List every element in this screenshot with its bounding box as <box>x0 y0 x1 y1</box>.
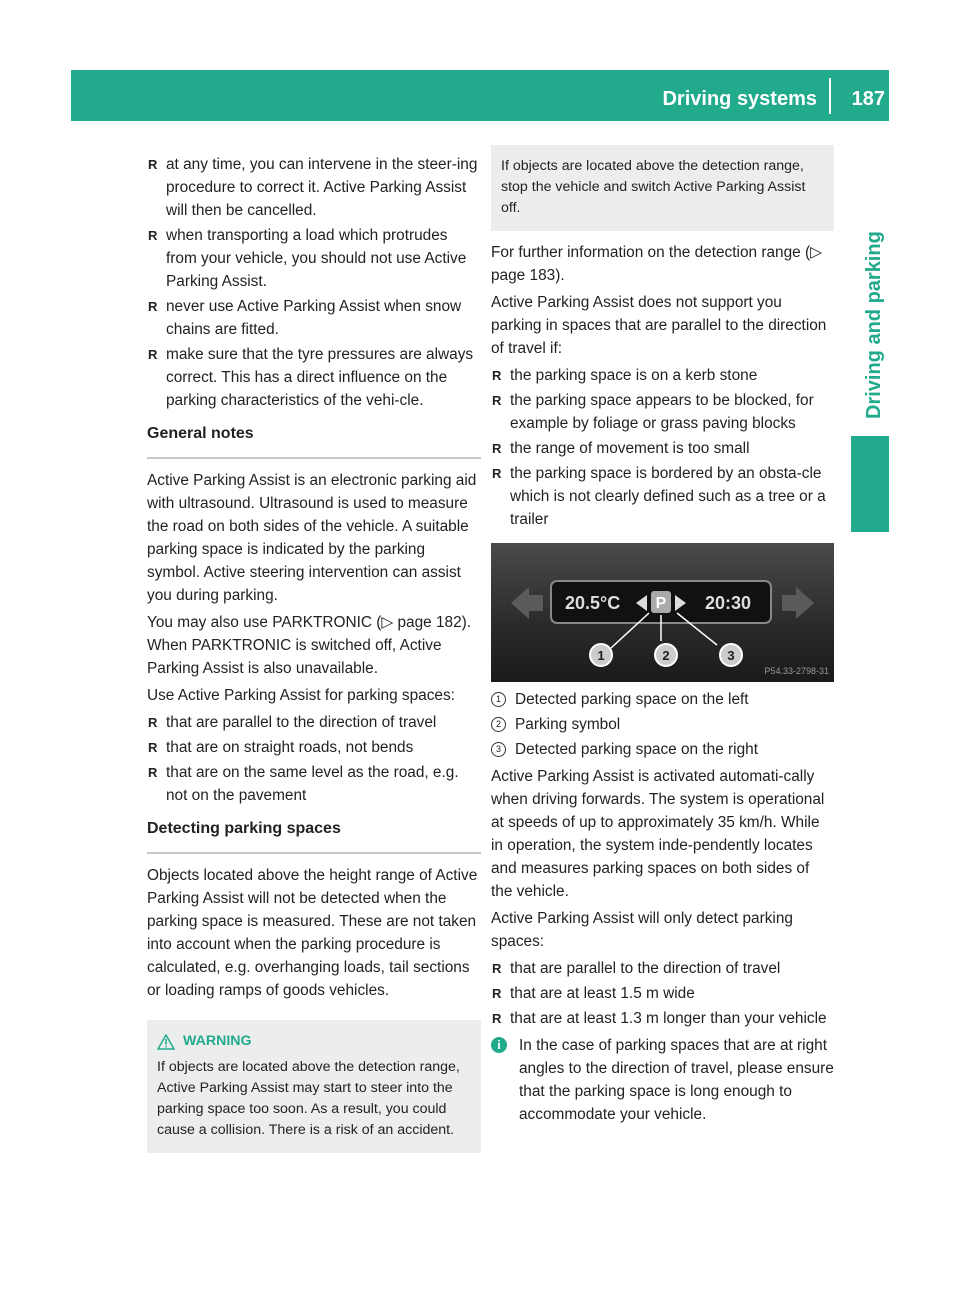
warning-box <box>147 1020 481 1153</box>
bullet-list <box>491 364 834 531</box>
heading-detecting-parking-spaces: Detecting parking spaces <box>147 817 481 854</box>
legend-item <box>491 688 834 711</box>
figure-legend <box>491 688 834 761</box>
page-number: 187 <box>851 88 885 110</box>
callout-3: 3 <box>727 648 735 663</box>
legend-number: 2 <box>491 717 506 732</box>
paragraph: Active Parking Assist does not support you parking in spaces that are parallel to the direction of travel if: <box>491 294 827 357</box>
list-item: R at any time, you can intervene in the steer-ing procedure to correct it. Active Parking Assist will then be cancelled. <box>147 153 481 222</box>
warning-text: If objects are located above the detection range, Active Parking Assist may start to steer into the parking space too soon. As a result, you could cause a collision. There is a risk of an accident. <box>157 1059 460 1138</box>
paragraph: Active Parking Assist will only detect parking spaces: <box>491 910 793 950</box>
info-text: In the case of parking spaces that are at right angles to the direction of travel, please ensure that the parking space is long enough to accommodate your vehicle. <box>519 1037 834 1123</box>
right-column <box>491 153 834 1126</box>
paragraph: Active Parking Assist is activated automati-cally when driving forwards. The system is operational at speeds of up to approximately 35 km/h. While in operation, the system inde-pendently locates and measures parking spaces on both sides of the vehicle. <box>491 768 825 900</box>
callout-1: 1 <box>597 648 605 663</box>
section-title: Driving systems <box>662 88 817 110</box>
list-item: R the range of movement is too small <box>491 437 834 460</box>
note-box <box>491 145 834 231</box>
list-item: R the parking space is on a kerb stone <box>491 364 834 387</box>
legend-number: 1 <box>491 692 506 707</box>
list-item: R that are at least 1.3 m longer than your vehicle <box>491 1007 834 1030</box>
instrument-cluster-figure <box>491 543 834 682</box>
note-text: If objects are located above the detection range, stop the vehicle and switch Active Parking Assist off. <box>501 158 806 216</box>
legend-number: 3 <box>491 742 506 757</box>
legend-item <box>491 713 834 736</box>
paragraph: Use Active Parking Assist for parking spaces: <box>147 687 455 704</box>
warning-label: WARNING <box>183 1033 252 1049</box>
figure-reference: P54.33-2798-31 <box>764 666 829 676</box>
callout-2: 2 <box>662 648 670 663</box>
warning-triangle-icon <box>157 1034 175 1050</box>
legend-text: Parking symbol <box>515 716 621 733</box>
legend-text: Detected parking space on the left <box>515 691 749 708</box>
chapter-label: Driving and parking <box>862 231 885 419</box>
cluster-illustration <box>491 543 834 682</box>
list-item: R never use Active Parking Assist when snow chains are fitted. <box>147 295 481 341</box>
list-item: R that are on straight roads, not bends <box>147 736 481 759</box>
list-item: R the parking space appears to be blocked, for example by foliage or grass paving blocks <box>491 389 834 435</box>
paragraph: Active Parking Assist is an electronic parking aid with ultrasound. Ultrasound is used to measure the road on both sides of the vehicle. A suitable parking space is indicated by the parking symbol. Active steering intervention can assist you during parking. <box>147 472 477 604</box>
chapter-marker-block <box>851 436 889 532</box>
temp-readout: 20.5°C <box>565 593 621 613</box>
bullet-list <box>491 957 834 1030</box>
time-readout: 20:30 <box>705 593 752 613</box>
heading-general-notes: General notes <box>147 422 481 459</box>
legend-item <box>491 738 834 761</box>
list-item: R make sure that the tyre pressures are always correct. This has a direct influence on the parking characteristics of the vehi-cle. <box>147 343 481 412</box>
list-item: R that are on the same level as the road, e.g. not on the pavement <box>147 761 481 807</box>
list-item: R the parking space is bordered by an obsta-cle which is not clearly defined such as a tree or a trailer <box>491 462 834 531</box>
arrow-right-icon <box>782 587 814 619</box>
list-item: R that are at least 1.5 m wide <box>491 982 834 1005</box>
left-column <box>147 153 481 1153</box>
info-icon: i <box>491 1037 507 1053</box>
chapter-side-tab <box>851 121 889 421</box>
paragraph: You may also use PARKTRONIC (▷ page 182). When PARKTRONIC is switched off, Active Parking Assist is also unavailable. <box>147 614 472 677</box>
list-item: R that are parallel to the direction of travel <box>147 711 481 734</box>
bullet-list <box>147 711 481 807</box>
paragraph: Objects located above the height range of Active Parking Assist will not be detected when the parking space is measured. These are not taken into account when the parking procedure is calculated, e.g. overhanging loads, tail sections or loading ramps of goods vehicles. <box>147 867 478 999</box>
paragraph: For further information on the detection range (▷ page 183). <box>491 244 822 284</box>
bullet-list <box>147 153 481 412</box>
parking-symbol-label: P <box>655 595 667 612</box>
legend-text: Detected parking space on the right <box>515 741 758 758</box>
list-item: R that are parallel to the direction of travel <box>491 957 834 980</box>
list-item: R when transporting a load which protrudes from your vehicle, you should not use Active Parking Assist. <box>147 224 481 293</box>
info-note <box>491 1034 834 1126</box>
header-divider <box>829 78 831 114</box>
warning-title <box>157 1031 471 1052</box>
arrow-left-icon <box>511 587 543 619</box>
page-header <box>71 70 889 121</box>
